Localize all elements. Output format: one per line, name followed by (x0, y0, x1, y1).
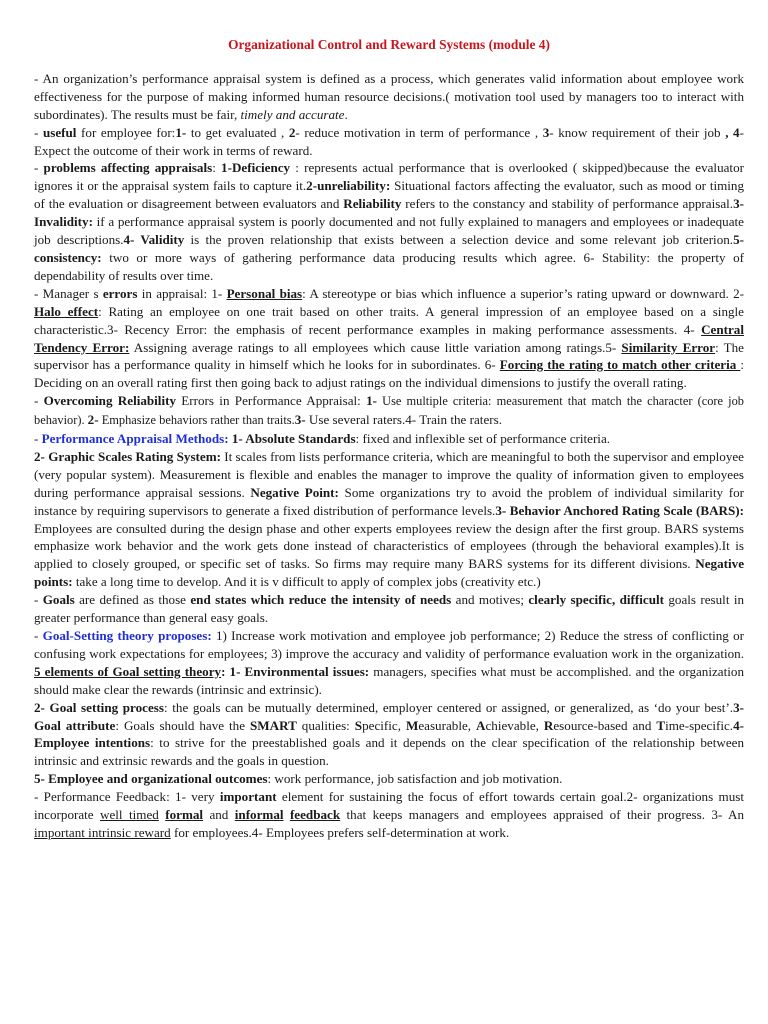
bold-text: problems affecting appraisals (43, 160, 213, 176)
bold-text: 3- (294, 412, 306, 428)
text: - (34, 628, 43, 643)
text: : Goals should have the (115, 717, 251, 733)
underlined-text: well timed (100, 807, 159, 823)
bold-text: 4- Validity (123, 232, 185, 248)
text: are defined as those (74, 592, 191, 608)
text: - reduce motivation in term of performance , (295, 124, 543, 140)
text: esource-based and (553, 717, 657, 733)
text: and motives; (451, 592, 529, 608)
text: Errors in Performance Appraisal: (176, 393, 367, 409)
bold-text: 3- Behavior Anchored Rating Scale (BARS): (495, 502, 744, 518)
bold-text: Negative Point: (250, 484, 339, 500)
underlined-bold-text: informal (234, 807, 284, 823)
text: Some organizations try to avoid the problem of individual similarity for instance by requiring supervisors to generate a fixed distribution of performance levels. (34, 484, 744, 518)
bold-text: : 1- Environmental issues: (221, 663, 370, 679)
text: - (34, 160, 44, 176)
paragraph-problems-affecting-appraisals (34, 159, 744, 284)
text: - Manager s (34, 285, 103, 301)
text: is the proven relationship that exists between a selection device and some relevant job criterion. (184, 232, 734, 248)
text: - Expect the outcome of their work in terms of reward. (34, 124, 744, 158)
underlined-bold-text: Forcing the rating to match other criteria (499, 357, 741, 373)
text: : work performance, job satisfaction and job motivation. (267, 771, 563, 787)
bold-text: 5- Employee and organizational outcomes (34, 771, 268, 787)
text: : the goals can be mutually determined, employer centered or assigned, or generalized, as ‘do your best’. (164, 699, 734, 715)
text: : A stereotype or bias which influence a superior’s rating upward or downward. 2- (302, 285, 744, 301)
bold-text: 2- Goal setting process (34, 699, 164, 715)
bold-letter: R (543, 717, 554, 733)
paragraph-appraisal-definition (34, 70, 744, 124)
text: - (34, 124, 43, 140)
bold-text: 1- Absolute Standards (231, 431, 356, 447)
underlined-bold-text: 5 elements of Goal setting theory (34, 663, 222, 679)
bold-text: end states which reduce the intensity of needs (190, 592, 452, 608)
text: : Rating an employee on one trait based on other traits. A general impression of an employee based on a single characteristic.3- Recency Error: the emphasis of recent performance examples in making performance assessments. 4- (34, 303, 744, 337)
bold-text: 2- Graphic Scales Rating System: (34, 448, 221, 464)
text: Use several raters.4- Train the raters. (305, 412, 502, 428)
text: It scales from lists performance criteria, which are meaningful to both the supervisor and employee (very popular system). Measurement is flexible and enables the manager to improve the quality of information given to employees during performance appraisal sessions. (34, 448, 744, 500)
bold-letter: A (476, 717, 486, 733)
underlined-bold-text: feedback (289, 807, 341, 823)
bold-text: Reliability (343, 196, 402, 212)
bold-text: errors (102, 285, 138, 301)
underlined-bold-text: Central Tendency Error: (34, 321, 744, 355)
text: - (34, 592, 43, 608)
bold-letter: M (405, 717, 419, 733)
text: ime-specific. (665, 717, 734, 733)
text: - Performance Feedback: 1- very (34, 789, 220, 805)
text: managers, specifies what must be accomplished. and the organization should make clear the rewards (intrinsic and extrinsic). (34, 663, 744, 697)
text: two or more ways of gathering performance data producing results which agree. 6- Stability: the property of dependability of results over time. (34, 249, 744, 283)
text: Emphasize behaviors rather than traits. (98, 413, 295, 428)
text: 1) Increase work motivation and employee job performance; 2) Reduce the stress of conflicting or confusing work expectations for employees; 3) improve the accuracy and validity of performance evaluation work in the organization. (34, 628, 745, 661)
document-title: Organizational Control and Reward Systems (module 4) (228, 37, 550, 52)
text: pecific, (362, 717, 406, 733)
text: goals result in greater performance than general easy goals. (34, 592, 745, 626)
bold-text: 4- Employee intentions (34, 717, 744, 751)
text: : fixed and inflexible set of performance criteria. (355, 431, 611, 447)
paragraph-useful (34, 124, 744, 160)
bold-text: 1-Deficiency (221, 160, 291, 176)
text: : The supervisor has a performance quality in himself which he looks for in subordinates. 6- (34, 339, 744, 373)
text: - An organization’s performance appraisal system is defined as a process, which generates valid information about employee work effectiveness for the purpose of making informed human resource decisions.( motivation tool used by managers too to interact with subordinates). The results must be fair, (34, 70, 744, 122)
text: : Deciding on an overall rating first then going back to adjust ratings on the individual dimensions to justify the overall rating. (34, 357, 744, 391)
text: Employees are consulted during the design phase and other experts employees review the design after the first group. BARS systems emphasize work behavior and the work gets done instead of characteristics of employees (through the behavioral examples).It is applied to closely grouped, or specific set of tasks. So firms may require many BARS systems for its different divisions. (34, 520, 744, 572)
blue-heading: Goal-Setting theory proposes: (42, 628, 212, 643)
bold-text: important (219, 789, 277, 805)
bold-text: 2- (87, 412, 99, 428)
text: in appraisal: 1- (137, 285, 227, 301)
paragraph-appraisal-methods (34, 430, 744, 448)
text: Assigning average ratings to all employees which cause little variation among ratings.5- (129, 339, 622, 355)
bold-text: Negative points: (34, 556, 744, 590)
bold-text: , 4 (725, 124, 740, 140)
text: chievable, (485, 717, 544, 733)
paragraph-goal-setting-theory (34, 627, 744, 699)
bold-text: 1- (366, 393, 378, 409)
blue-heading: Performance Appraisal Methods: (41, 431, 229, 447)
text: element for sustaining the focus of effort towards certain goal.2- organizations must incorporate (34, 789, 744, 823)
text: if a performance appraisal system is poorly documented and not fully explained to managers and employees or inadequate job descriptions. (34, 214, 744, 248)
bold-text: 2-unreliability: (306, 178, 391, 194)
paragraph-goal-setting-process (34, 699, 744, 771)
bold-text: 3- Invalidity: (34, 196, 744, 230)
underlined-bold-text: formal (165, 807, 204, 823)
text: that keeps managers and employees appraised of their progress. 3- An (340, 807, 745, 823)
text: - know requirement of their job (549, 124, 726, 140)
text: take a long time to develop. And it is v difficult to apply of complex jobs (creativity etc.) (72, 574, 541, 590)
paragraph-performance-feedback (34, 788, 744, 842)
text: qualities: (296, 717, 355, 733)
text: and (203, 807, 235, 823)
text: to get evaluated , (186, 124, 289, 140)
bold-text: SMART (250, 717, 297, 733)
bold-text: 1- (175, 124, 187, 140)
bold-text: 3 (542, 124, 550, 140)
paragraph-graphic-scales-bars (34, 448, 744, 591)
text: for employee for: (76, 124, 176, 140)
bold-text: 5- consistency: (34, 232, 744, 265)
bold-text: 3- Goal attribute (34, 699, 744, 733)
text: : (212, 160, 222, 176)
text: - (34, 431, 42, 447)
underlined-bold-text: Personal bias (226, 285, 303, 301)
paragraph-overcoming-reliability (34, 392, 744, 430)
text: easurable, (418, 717, 477, 733)
text: . (344, 106, 348, 122)
bold-text: 2 (288, 124, 296, 140)
text: Situational factors affecting the evaluator, such as mood or timing of the evaluation or disagreement between evaluators and (34, 178, 745, 212)
bold-text: Overcoming Reliability (43, 393, 176, 409)
paragraph-goals (34, 591, 744, 627)
text: : to strive for the preestablished goals and it depends on the clear specification of the relationship between intrinsic and extrinsic rewards and the goals in question. (34, 735, 744, 769)
bold-text: clearly specific, difficult (528, 592, 664, 608)
underlined-bold-text: Halo effect (34, 303, 99, 319)
paragraph-manager-errors (34, 285, 744, 392)
text: for employees.4- Employees prefers self-determination at work. (170, 824, 510, 840)
italic-text: timely and accurate (237, 106, 345, 122)
text: : represents actual performance that is overlooked ( skipped)because the evaluator ignores it or the appraisal system fails to capture it. (34, 160, 744, 194)
bold-letter: T (656, 717, 666, 733)
bold-letter: S (354, 717, 363, 733)
bold-text: Goals (42, 592, 75, 608)
text: refers to the constancy and stability of performance appraisal. (401, 196, 734, 212)
paragraph-outcomes (34, 770, 744, 788)
text: - (34, 393, 44, 409)
underlined-text: important intrinsic reward (34, 824, 171, 840)
bold-text: useful (42, 124, 77, 140)
text: Use multiple criteria: measurement that match the character (core job behavior). (34, 394, 744, 428)
underlined-bold-text: Similarity Error (621, 339, 716, 355)
